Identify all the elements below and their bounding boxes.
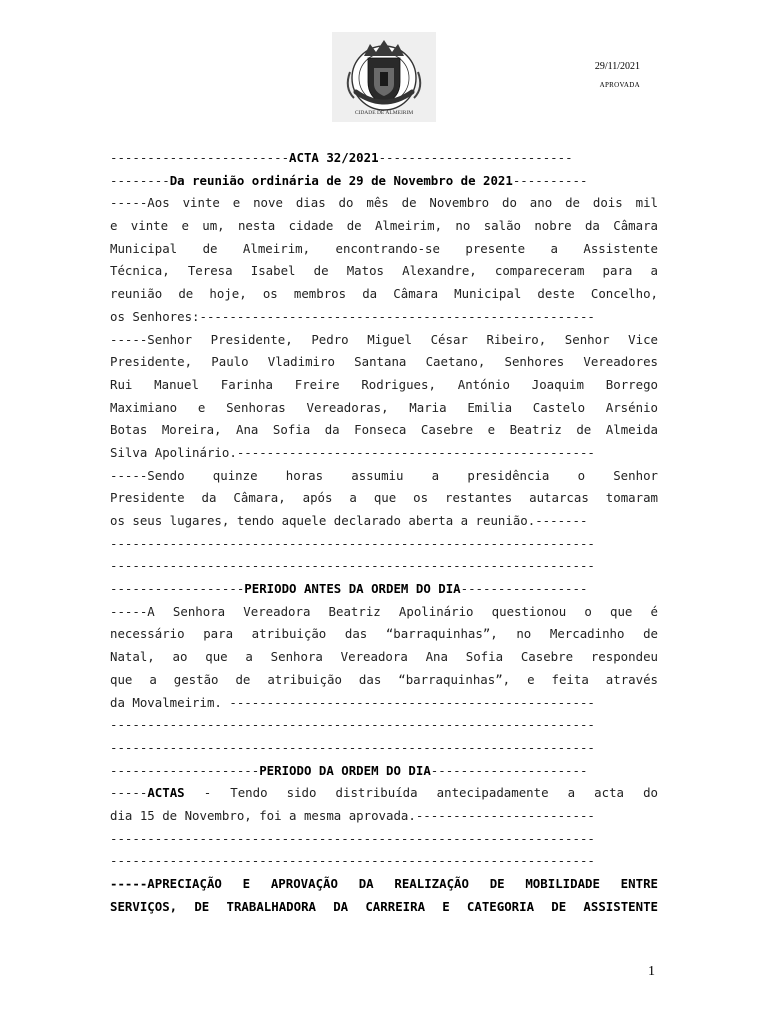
text-line: SERVIÇOS, DE TRABALHADORA DA CARREIRA E CATEGORIA DE ASSISTENTE: [110, 898, 658, 914]
text-line: que a gestão de atribuição das “barraquinhas”, e feita através: [110, 671, 658, 687]
dash-fill: ---------------------: [430, 762, 588, 778]
dash-fill: -----------------: [460, 581, 588, 597]
section-heading: Da reunião ordinária de 29 de Novembro de 2021: [169, 172, 513, 188]
text-line: da Movalmeirim. -------------------------------------------------: [110, 694, 595, 710]
dash-fill: ------------------------: [110, 150, 290, 165]
text-line: -----Aos vinte e nove dias do mês de Novembro do ano de dois mil: [110, 195, 658, 211]
text-line: -----------------------------------------------------------------: [110, 830, 595, 846]
seal-text: CIDADE DE ALMEIRIM: [354, 110, 414, 116]
text-line: os seus lugares, tendo aquele declarado aberta a reunião.-------: [110, 513, 588, 528]
text-line: dia 15 de Novembro, foi a mesma aprovada.------------------------: [110, 807, 595, 823]
document-meta: [595, 60, 640, 92]
agenda-item-title: ACTAS: [147, 785, 185, 801]
text-line: Natal, ao que a Senhora Vereadora Ana Sofia Casebre respondeu: [110, 649, 658, 665]
text-line: Maximiano e Senhoras Vereadoras, Maria Emilia Castelo Arsénio: [110, 399, 658, 415]
text-line: Presidente da Câmara, após a que os restantes autarcas tomaram: [110, 490, 658, 506]
minutes-body: [110, 147, 658, 918]
line-text: - Tendo sido distribuída antecipadamente a acta do: [184, 785, 658, 801]
text-line: necessário para atribuição das “barraquinhas”, no Mercadinho de: [110, 626, 658, 642]
document-date: 29/11/2021: [594, 61, 640, 72]
text-line: [110, 760, 658, 783]
text-line: -----Senhor Presidente, Pedro Miguel César Ribeiro, Senhor Vice: [110, 331, 658, 347]
text-line: [110, 578, 658, 601]
text-line: -----------------------------------------------------------------: [110, 739, 595, 755]
text-line: Rui Manuel Farinha Freire Rodrigues, António Joaquim Borrego: [110, 376, 658, 392]
text-line: -----A Senhora Vereadora Beatriz Apolinário questionou o que é: [110, 603, 658, 619]
text-line: e vinte e um, nesta cidade de Almeirim, no salão nobre da Câmara: [110, 218, 658, 234]
text-line: Técnica, Teresa Isabel de Matos Alexandre, compareceram para a: [110, 263, 658, 279]
text-line: -----APRECIAÇÃO E APROVAÇÃO DA REALIZAÇÃO DE MOBILIDADE ENTRE: [110, 876, 658, 891]
text-line: Silva Apolinário.------------------------------------------------: [110, 444, 595, 460]
dash-fill: ------------------: [110, 581, 245, 597]
dash-fill: ----------: [512, 172, 588, 188]
dash-fill: --------: [110, 172, 170, 188]
dash-fill: -----: [110, 785, 148, 801]
text-line: Presidente, Paulo Vladimiro Santana Caetano, Senhores Vereadores: [110, 354, 658, 370]
text-line: -----------------------------------------------------------------: [110, 535, 595, 551]
text-line: Municipal de Almeirim, encontrando-se presente a Assistente: [110, 240, 658, 256]
section-heading: PERIODO ANTES DA ORDEM DO DIA: [244, 581, 461, 597]
approval-status: APROVADA: [599, 81, 640, 89]
text-line: [110, 147, 658, 170]
text-line: os Senhores:-----------------------------------------------------: [110, 308, 595, 324]
section-heading: PERIODO DA ORDEM DO DIA: [259, 762, 431, 778]
text-line: [110, 782, 658, 805]
text-line: -----------------------------------------------------------------: [110, 558, 595, 574]
page-number: 1: [648, 964, 655, 979]
dash-fill: --------------------------: [378, 150, 573, 165]
text-line: -----------------------------------------------------------------: [110, 853, 595, 869]
text-line: -----------------------------------------------------------------: [110, 717, 595, 733]
section-heading: ACTA 32/2021: [289, 150, 379, 165]
text-line: reunião de hoje, os membros da Câmara Municipal deste Concelho,: [110, 286, 658, 302]
dash-fill: --------------------: [110, 762, 260, 778]
municipal-seal: [332, 32, 436, 122]
text-line: [110, 170, 658, 193]
text-line: -----Sendo quinze horas assumiu a presidência o Senhor: [110, 467, 658, 483]
text-line: Botas Moreira, Ana Sofia da Fonseca Casebre e Beatriz de Almeida: [110, 422, 658, 438]
